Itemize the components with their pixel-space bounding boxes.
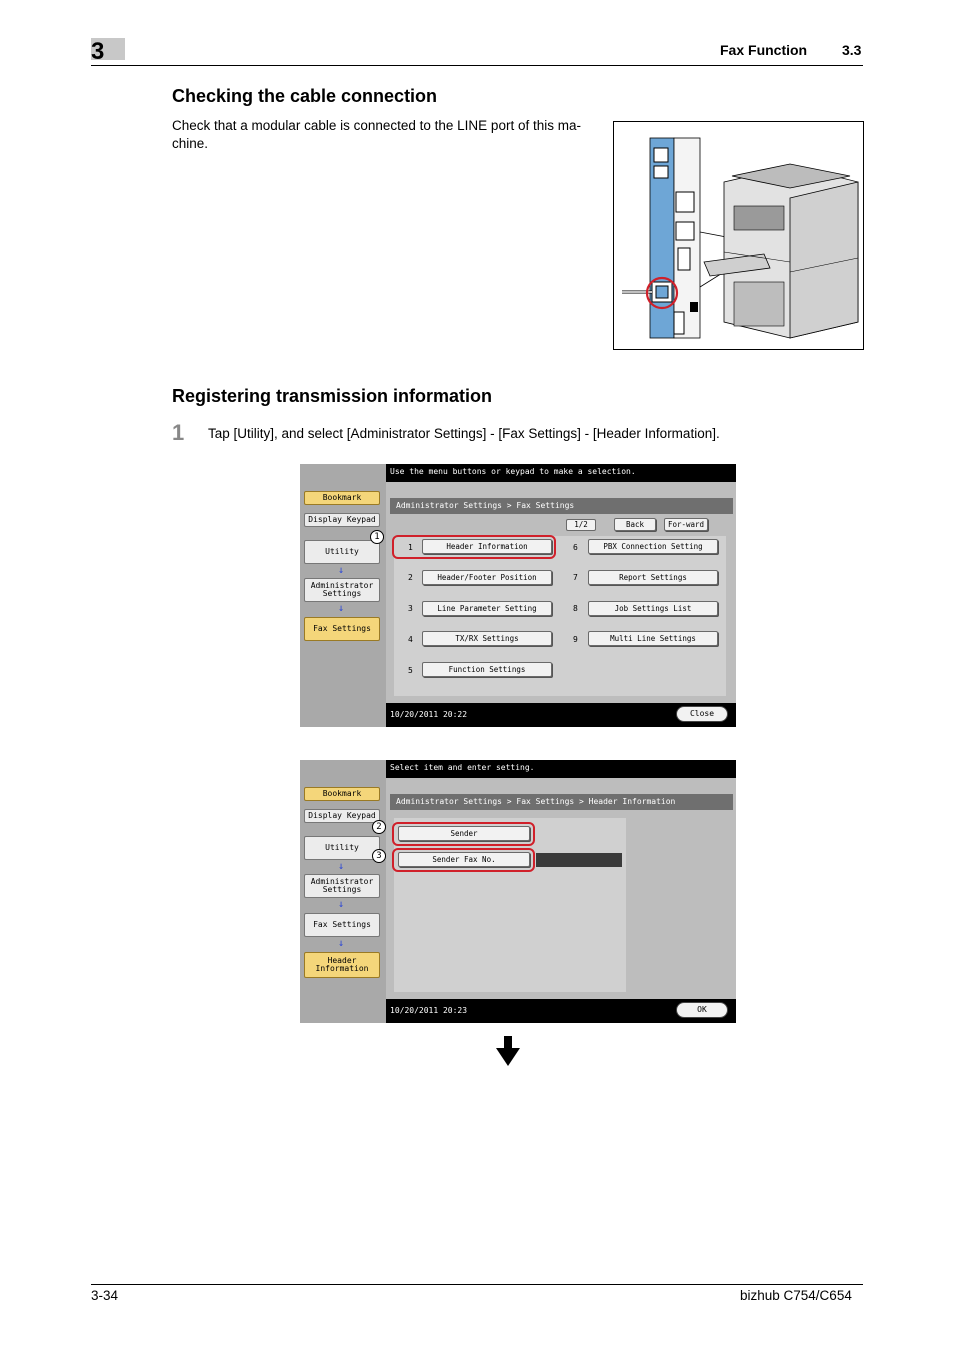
forward-button[interactable]: For-ward (664, 518, 708, 531)
menu-number-7: 7 (573, 573, 578, 582)
screen1-message: Use the menu buttons or keypad to make a selection. (386, 464, 736, 482)
step-number: 1 (172, 420, 185, 445)
menu-number-6: 6 (573, 543, 578, 552)
highlight-ring (392, 848, 535, 872)
menu-number-1: 1 (408, 543, 413, 552)
machine-drawing (614, 122, 863, 349)
down-arrow-icon: ↓ (338, 899, 345, 910)
running-header-section: 3.3 (842, 42, 862, 58)
down-arrow-icon: ↓ (338, 603, 345, 614)
back-button[interactable]: Back (614, 518, 656, 531)
header-footer-position-button[interactable]: Header/Footer Position (422, 570, 552, 585)
menu-number-9: 9 (573, 635, 578, 644)
running-header-title: Fax Function (720, 42, 808, 58)
header-rule (91, 65, 863, 66)
utility-button[interactable]: Utility (304, 540, 380, 564)
administrator-settings-button[interactable]: Administrator Settings (304, 874, 380, 898)
product-name: bizhub C754/C654 (740, 1288, 852, 1303)
section-heading-registering: Registering transmission information (172, 386, 493, 406)
menu-number-2: 2 (408, 573, 413, 582)
display-keypad-button[interactable]: Display Keypad (304, 513, 380, 527)
tx-rx-settings-button[interactable]: TX/RX Settings (422, 631, 552, 646)
screen2-datetime: 10/20/2011 20:23 (386, 999, 736, 1023)
ok-button[interactable]: OK (676, 1002, 728, 1018)
menu-number-5: 5 (408, 666, 413, 675)
down-arrow-icon: ↓ (338, 565, 345, 576)
bookmark-button[interactable]: Bookmark (304, 491, 380, 505)
close-button[interactable]: Close (676, 706, 728, 722)
header-information-sidebar-button[interactable]: Header Information (304, 952, 380, 978)
callout-3: 3 (372, 849, 386, 863)
machine-illustration (613, 121, 864, 350)
utility-button[interactable]: Utility (304, 836, 380, 860)
pbx-connection-setting-button[interactable]: PBX Connection Setting (588, 539, 718, 554)
screen-header-information (300, 760, 736, 1023)
page-number: 3-34 (91, 1288, 119, 1303)
fax-settings-button[interactable]: Fax Settings (304, 913, 380, 937)
menu-number-8: 8 (573, 604, 578, 613)
sender-fax-no-button[interactable]: Sender Fax No. (398, 852, 530, 867)
menu-number-3: 3 (408, 604, 413, 613)
line-parameter-setting-button[interactable]: Line Parameter Setting (422, 601, 552, 616)
screen2-breadcrumb: Administrator Settings > Fax Settings > Header Information (390, 794, 733, 810)
sender-button[interactable]: Sender (398, 826, 530, 841)
screen1-datetime: 10/20/2011 20:22 (386, 703, 736, 727)
multi-line-settings-button[interactable]: Multi Line Settings (588, 631, 718, 646)
highlight-ring (392, 822, 535, 846)
down-arrow-icon: ↓ (338, 938, 345, 949)
job-settings-list-button[interactable]: Job Settings List (588, 601, 718, 616)
page-indicator: 1/2 (566, 519, 596, 531)
down-arrow-icon (496, 1036, 520, 1068)
highlight-ring (392, 535, 556, 559)
step-instruction: Tap [Utility], and select [Administrator Settings] - [Fax Settings] - [Header Information]. (208, 426, 720, 441)
display-keypad-button[interactable]: Display Keypad (304, 809, 380, 823)
fax-settings-button[interactable]: Fax Settings (304, 617, 380, 641)
chapter-number: 3 (91, 38, 105, 65)
report-settings-button[interactable]: Report Settings (588, 570, 718, 585)
administrator-settings-button[interactable]: Administrator Settings (304, 578, 380, 602)
header-information-button[interactable]: Header Information (422, 539, 552, 554)
menu-number-4: 4 (408, 635, 413, 644)
bookmark-button[interactable]: Bookmark (304, 787, 380, 801)
sender-fax-value-field (536, 853, 622, 867)
function-settings-button[interactable]: Function Settings (422, 662, 552, 677)
screen1-breadcrumb: Administrator Settings > Fax Settings (390, 498, 733, 514)
screen-fax-settings (300, 464, 736, 727)
cable-instructions: Check that a modular cable is connected to the LINE port of this ma-chine. (172, 118, 581, 151)
callout-1: 1 (370, 530, 384, 544)
callout-2: 2 (372, 820, 386, 834)
section-heading-cable: Checking the cable connection (172, 86, 438, 106)
down-arrow-icon: ↓ (338, 861, 345, 872)
screen2-message: Select item and enter setting. (386, 760, 736, 778)
footer-rule (91, 1284, 863, 1285)
